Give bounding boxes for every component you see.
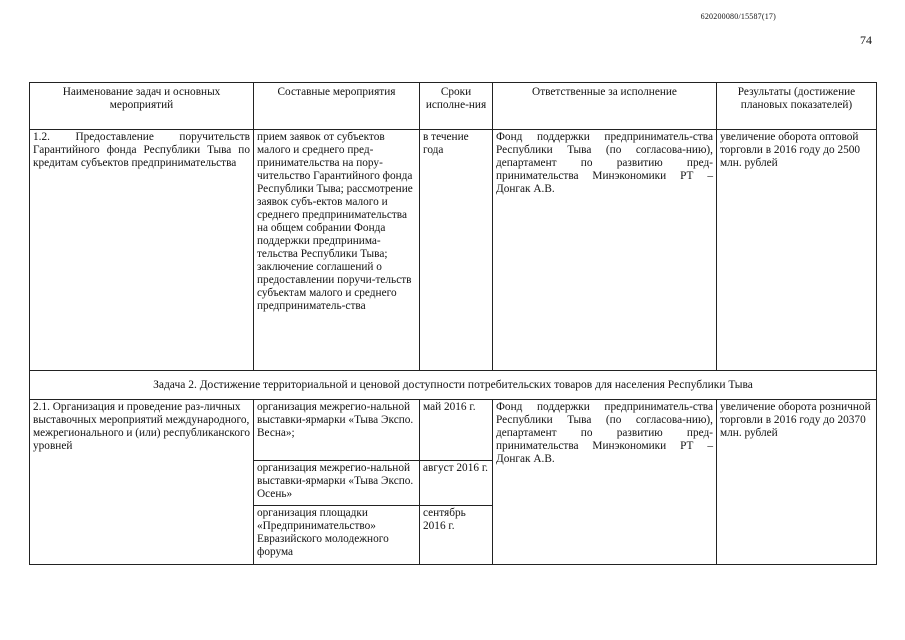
result-cell: увеличение оборота розничной торговли в 2016 году до 20370 млн. рублей xyxy=(717,400,877,565)
deadline-cell: август 2016 г. xyxy=(420,461,493,506)
table-header-row xyxy=(30,83,877,130)
header-task: Наименование задач и основных мероприятий xyxy=(30,83,254,130)
program-table xyxy=(29,82,877,565)
page-number: 74 xyxy=(860,33,872,47)
task-cell: 2.1. Организация и проведение раз-личных выставочных мероприятий международного, межрегионального и (или) республиканского уровней xyxy=(30,400,254,565)
deadline-cell: сентябрь 2016 г. xyxy=(420,506,493,565)
activity-cell: организация межрегио-нальной выставки-ярмарки «Тыва Экспо. Весна»; xyxy=(254,400,420,461)
deadline-cell: в течение года xyxy=(420,130,493,371)
header-results: Результаты (достижение плановых показателей) xyxy=(717,83,877,130)
result-cell: увеличение оборота оптовой торговли в 2016 году до 2500 млн. рублей xyxy=(717,130,877,371)
responsible-cell: Фонд поддержки предприниматель-ства Республики Тыва (по согласова-нию), департамент по развитию пред-принимательства Минэкономики РТ – Донгак А.В. xyxy=(493,130,717,371)
table-row xyxy=(30,400,877,461)
table-row xyxy=(30,130,877,371)
header-responsible: Ответственные за исполнение xyxy=(493,83,717,130)
activity-cell: организация площадки «Предпринимательство» Евразийского молодежного форума xyxy=(254,506,420,565)
activity-cell: организация межрегио-нальной выставки-ярмарки «Тыва Экспо. Осень» xyxy=(254,461,420,506)
responsible-cell: Фонд поддержки предприниматель-ства Республики Тыва (по согласова-нию), департамент по развитию пред-принимательства Минэкономики РТ – Донгак А.В. xyxy=(493,400,717,565)
document-number: 620200080/15587(17) xyxy=(700,12,776,21)
header-activities: Составные мероприятия xyxy=(254,83,420,130)
activity-cell: прием заявок от субъектов малого и среднего пред-принимательства на пору-чительство Гарантийного фонда Республики Тыва; рассмотрение заявок субъ-ектов малого и среднего предпринимательства на общем собрании Фонда поддержки предпринима-тельства Республики Тыва; заключение соглашений о предоставлении поручи-тельств субъектам малого и среднего предприниматель-ства xyxy=(254,130,420,371)
deadline-cell: май 2016 г. xyxy=(420,400,493,461)
task-cell: 1.2. Предоставление поручительств Гарантийного фонда Республики Тыва по кредитам субъектов предпринимательства xyxy=(30,130,254,371)
task-heading-row xyxy=(30,371,877,400)
header-deadline: Сроки исполне-ния xyxy=(420,83,493,130)
task-2-title: Задача 2. Достижение территориальной и ценовой доступности потребительских товаров для населения Республики Тыва xyxy=(30,371,877,400)
